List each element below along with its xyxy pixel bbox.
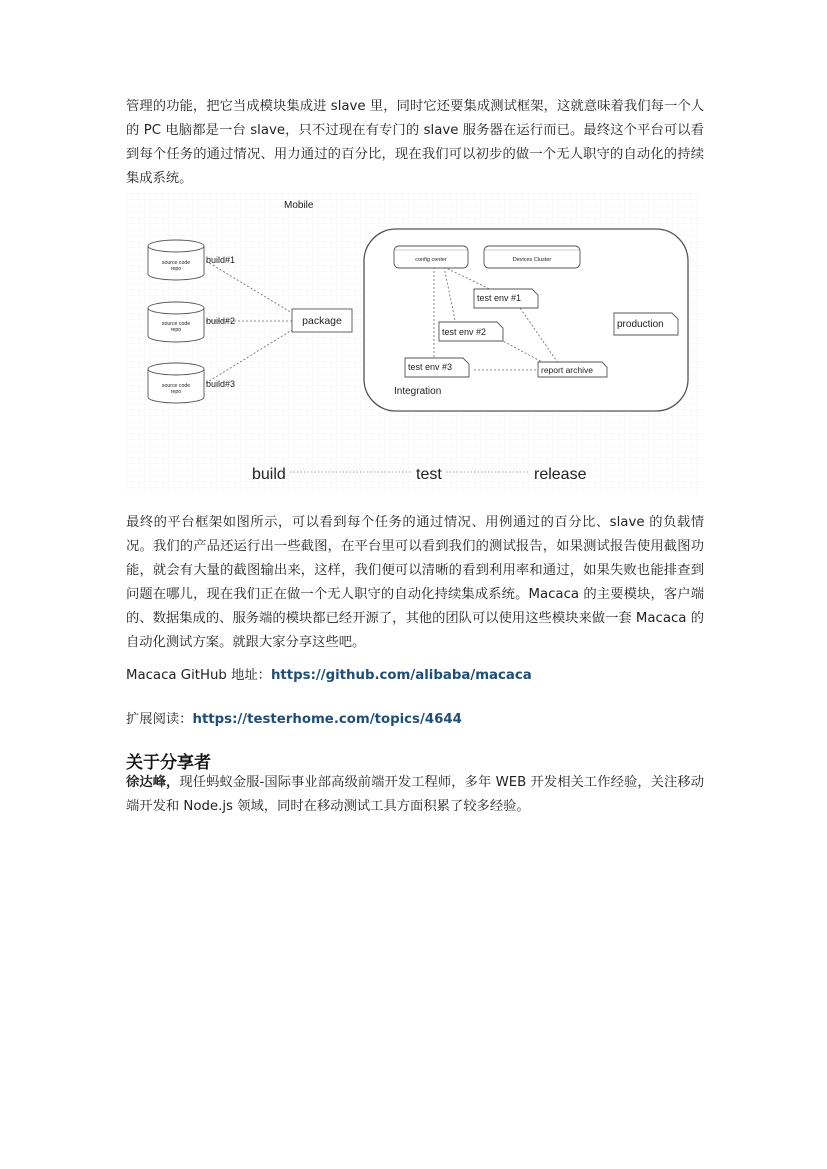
repo-label: repo <box>170 389 182 395</box>
repo-label: repo <box>170 327 182 333</box>
build-label-3: build#3 <box>206 379 236 389</box>
pipeline-build-label: build <box>252 466 286 483</box>
test-env-label-3: test env #3 <box>408 362 453 372</box>
github-link[interactable]: https://github.com/alibaba/macaca <box>270 668 532 683</box>
extended-reading-label: 扩展阅读： <box>126 712 193 727</box>
test-env-label-1: test env #1 <box>477 293 522 303</box>
repo-cylinder-3 <box>148 363 204 403</box>
build-label-2: build#2 <box>206 316 236 326</box>
test-env-label-2: test env #2 <box>442 327 487 337</box>
github-line <box>126 664 532 683</box>
repo-label: repo <box>170 266 182 272</box>
author-name: 徐达峰， <box>126 775 180 790</box>
github-label: Macaca GitHub 地址： <box>126 668 271 683</box>
production-box <box>614 313 678 335</box>
report-archive-box <box>538 362 607 377</box>
config-center-cylinder <box>394 246 468 268</box>
test-env-box-1 <box>474 289 538 308</box>
author-bio-paragraph <box>126 771 704 819</box>
mobile-label: Mobile <box>284 200 314 211</box>
repo-label: source code <box>161 321 191 327</box>
author-bio: 现任蚂蚁金服-国际事业部高级前端开发工程师，多年 WEB 开发相关工作经验，关注移动端开发和 Node.js 领域，同时在移动测试工具方面积累了较多经验。 <box>126 775 705 814</box>
devices-cluster-label: Devices Cluster <box>512 257 552 263</box>
config-center-label: config center <box>415 257 447 263</box>
test-env-box-2 <box>439 322 503 341</box>
ci-architecture-diagram <box>126 193 702 493</box>
report-archive-label: report archive <box>541 365 593 375</box>
author-section-title: 关于分享者 <box>126 753 211 773</box>
build-label-1: build#1 <box>206 255 236 265</box>
integration-label: Integration <box>394 386 442 397</box>
platform-paragraph: 最终的平台框架如图所示，可以看到每个任务的通过情况、用例通过的百分比、slave 的负载情况。我们的产品还运行出一些截图，在平台里可以看到我们的测试报告，如果测试报告使用截图功能，就会有大量的截图输出来，这样，我们便可以清晰的看到利用率和通过，如果失败也能排查到问题在哪儿，现在我们正在做一个无人职守的自动化持续集成系统。Macaca 的主要模块，客户端的、数据集成的、服务端的模块都已经开源了，其他的团队可以使用这些模块来做一套 Macaca 的自动化测试方案。就跟大家分享这些吧。 <box>126 515 704 650</box>
extended-reading-link[interactable]: https://testerhome.com/topics/4644 <box>192 712 462 727</box>
repo-label: source code <box>161 383 191 389</box>
repo-cylinder-2 <box>148 302 204 342</box>
intro-paragraph: 管理的功能，把它当成模块集成进 slave 里，同时它还要集成测试框架，这就意味着我们每一个人的 PC 电脑都是一台 slave，只不过现在有专门的 slave 服务器在运行而已。最终这个平台可以看到每个任务的通过情况、用力通过的百分比，现在我们可以初步的做一个无人职守的自动化的持续集成系统。 <box>126 99 704 186</box>
package-label: package <box>302 315 342 327</box>
production-label: production <box>617 319 664 330</box>
pipeline-release-label: release <box>534 466 587 483</box>
repo-label: source code <box>161 260 191 266</box>
repo-cylinder-1 <box>148 240 204 280</box>
pipeline-test-label: test <box>416 466 442 483</box>
test-env-box-3 <box>405 358 469 377</box>
devices-cluster-cylinder <box>484 246 580 268</box>
extended-reading-line <box>126 708 462 727</box>
